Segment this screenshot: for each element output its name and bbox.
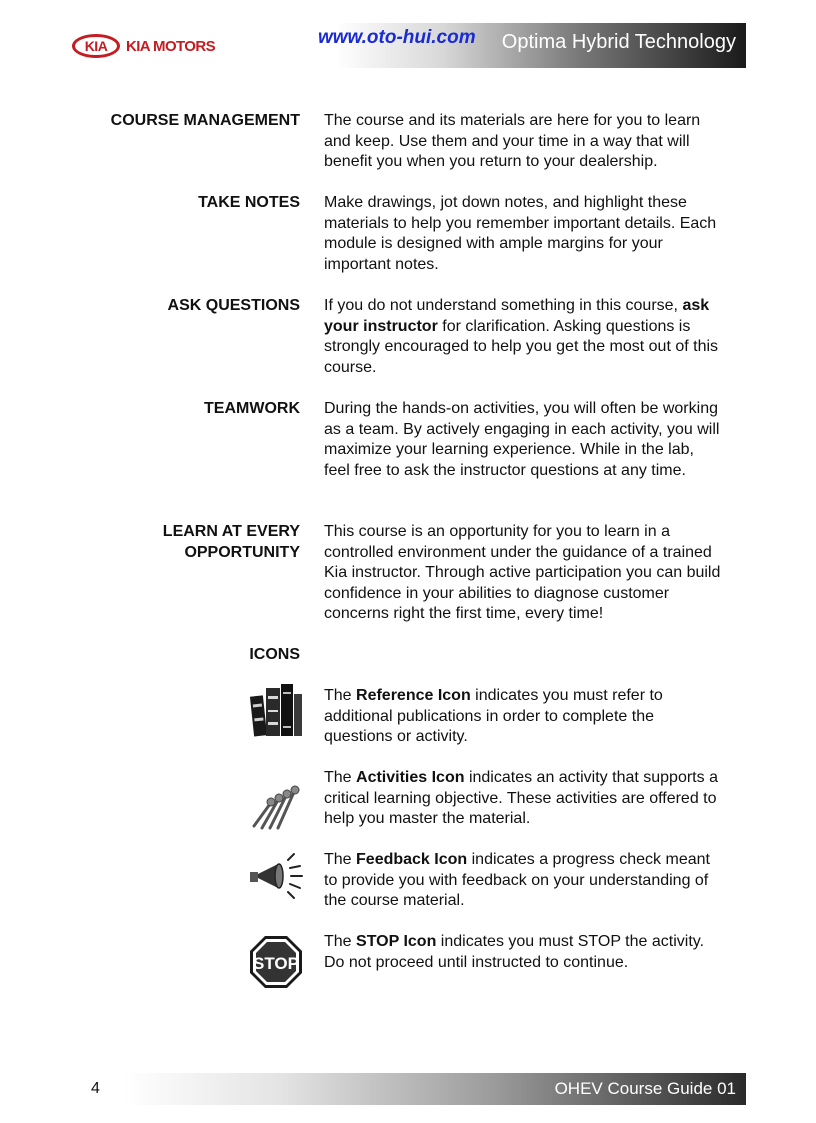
- site-url[interactable]: www.oto-hui.com: [318, 27, 476, 48]
- kia-motors-logo: [72, 34, 215, 58]
- section-label: TEAMWORK: [204, 400, 300, 417]
- footer-title: OHEV Course Guide 01: [554, 1079, 736, 1098]
- logo-text: KIA MOTORS: [126, 37, 216, 55]
- icon-name: STOP Icon: [356, 933, 437, 950]
- icon-name: Activities Icon: [356, 769, 465, 786]
- section-text: During the hands-on activities, you will often be working as a team. By actively engaging in each activity, you will maximize your learning experience. While in the lab, feel free to ask the instructor questions at any time.: [324, 400, 720, 479]
- header-title: Optima Hybrid Technology: [501, 31, 736, 53]
- section-label: COURSE MANAGEMENT: [110, 112, 300, 129]
- ask-instructor-emphasis: ask your instructor: [324, 297, 710, 335]
- icon-name: Reference Icon: [356, 687, 471, 704]
- section-label: TAKE NOTES: [198, 194, 300, 211]
- section-text: Make drawings, jot down notes, and highlight these materials to help you remember important details. Each module is designed with ample margins for your important notes.: [324, 194, 717, 273]
- section-text: This course is an opportunity for you to learn in a controlled environment under the guidance of a trained Kia instructor. Through active participation you can build confidence in your abilities to diagnose customer concerns right the first time, every time!: [324, 523, 721, 622]
- megaphone-icon: [248, 846, 304, 902]
- footer-bar: [124, 1073, 746, 1105]
- stop-sign-text: STOP: [253, 954, 299, 973]
- stop-sign-icon: [248, 934, 304, 990]
- wrenches-icon: [248, 774, 304, 830]
- page-number: 4: [91, 1080, 100, 1097]
- section-label: LEARN AT EVERY OPPORTUNITY: [162, 523, 300, 561]
- reference-books-icon: [248, 682, 304, 738]
- section-label: ASK QUESTIONS: [167, 297, 300, 314]
- icon-name: Feedback Icon: [356, 851, 468, 868]
- section-text: The course and its materials are here for you to learn and keep. Use them and your time in a way that will benefit you when you return to your dealership.: [324, 112, 701, 170]
- icons-heading: ICONS: [249, 646, 300, 663]
- kia-oval-logo-icon: KIA: [72, 34, 120, 58]
- section-text: If you do not understand something in this course, ask your instructor for clarification. Asking questions is strongly encouraged to help you get the most out of this course.: [324, 297, 719, 376]
